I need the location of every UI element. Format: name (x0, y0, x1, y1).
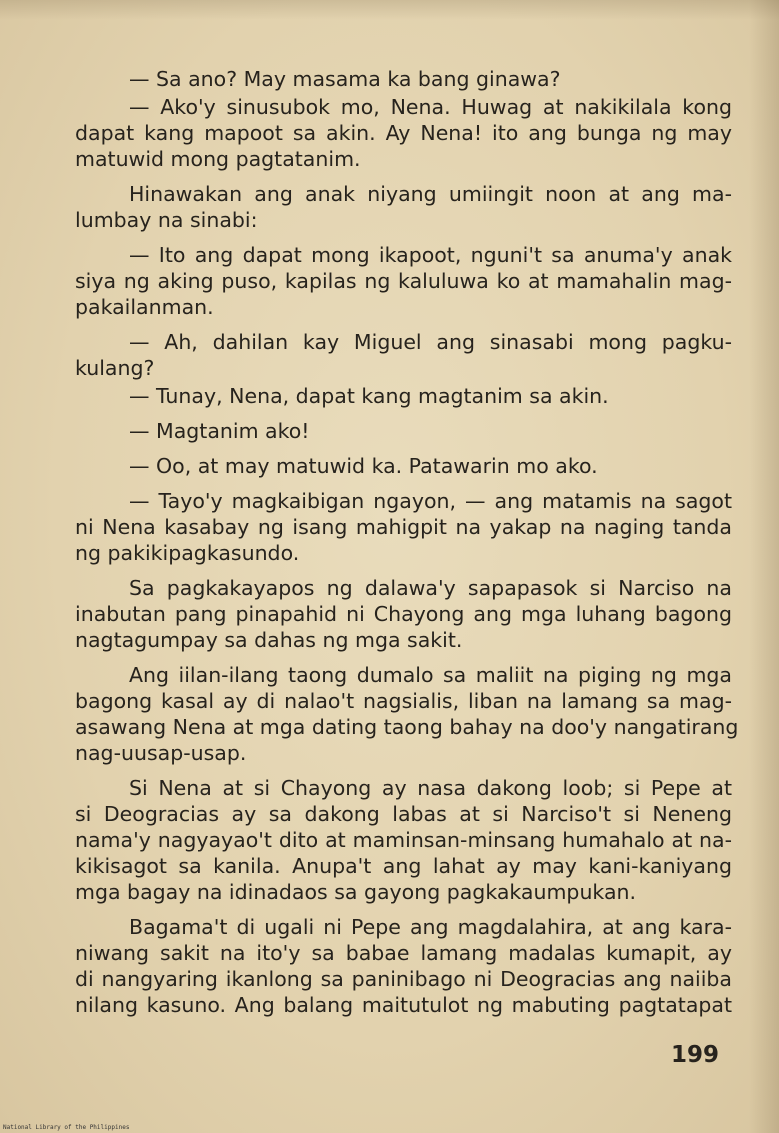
text-line: mga bagay na idinadaos sa gayong pagkakaumpukan. (75, 880, 637, 904)
paragraph (75, 242, 732, 320)
page-edge-shadow (749, 0, 779, 1133)
text-line: — Oo, at may matuwid ka. Patawarin mo ako. (129, 454, 598, 478)
text-line: nilang kasuno. Ang balang maitutulot ng mabuting pagtatapat (75, 993, 732, 1017)
page-top-shadow (0, 0, 779, 20)
text-line: — Ito ang dapat mong ikapoot, nguni't sa anuma'y anak (129, 243, 732, 267)
text-line: pakailanman. (75, 295, 214, 319)
paragraph (75, 662, 739, 766)
paragraph (75, 914, 732, 1018)
text-line: Si Nena at si Chayong ay nasa dakong loob; si Pepe at (129, 776, 732, 800)
text-line: si Deogracias ay sa dakong labas at si Narciso't si Neneng (75, 802, 732, 826)
text-line: — Magtanim ako! (129, 419, 310, 443)
text-line: Hinawakan ang anak niyang umiingit noon at ang ma- (129, 182, 732, 206)
text-line: ng pakikipagkasundo. (75, 541, 300, 565)
text-line: matuwid mong pagtatanim. (75, 147, 361, 171)
paragraph (75, 181, 732, 233)
paragraph (75, 488, 732, 566)
text-line: bagong kasal ay di nalao't nagsialis, liban na lamang sa mag- (75, 689, 732, 713)
text-line: niwang sakit na ito'y sa babae lamang madalas kumapit, ay (75, 941, 732, 965)
paragraph (75, 418, 732, 444)
paragraph (75, 66, 732, 92)
page-text (75, 66, 739, 1027)
text-line: dapat kang mapoot sa akin. Ay Nena! ito ang bunga ng may (75, 121, 732, 145)
library-stamp: National Library of the Philippines (3, 1124, 130, 1131)
text-line: — Tayo'y magkaibigan ngayon, — ang matamis na sagot (129, 489, 732, 513)
text-line: Ang iilan-ilang taong dumalo sa maliit na piging ng mga (129, 663, 732, 687)
text-line: inabutan pang pinapahid ni Chayong ang mga luhang bagong (75, 602, 732, 626)
text-line: siya ng aking puso, kapilas ng kaluluwa ko at mamahalin mag- (75, 269, 732, 293)
paragraph (75, 453, 732, 479)
paragraph (75, 575, 732, 653)
text-line: — Ako'y sinusubok mo, Nena. Huwag at nakikilala kong (129, 95, 732, 119)
text-line: nag-uusap-usap. (75, 741, 247, 765)
text-line: asawang Nena at mga dating taong bahay na doo'y nangatirang (75, 715, 739, 739)
text-line: Sa pagkakayapos ng dalawa'y sapapasok si Narciso na (129, 576, 732, 600)
text-line: — Tunay, Nena, dapat kang magtanim sa akin. (129, 384, 609, 408)
text-line: — Ah, dahilan kay Miguel ang sinasabi mong pagku- (129, 330, 732, 354)
text-line: nama'y nagyayao't dito at maminsan-minsang humahalo at na- (75, 828, 732, 852)
text-line: — Sa ano? May masama ka bang ginawa? (129, 67, 561, 91)
text-line: kulang? (75, 356, 155, 380)
text-line: ni Nena kasabay ng isang mahigpit na yakap na naging tanda (75, 515, 732, 539)
paragraph (75, 383, 732, 409)
paragraph (75, 329, 732, 381)
text-line: lumbay na sinabi: (75, 208, 258, 232)
text-line: nagtagumpay sa dahas ng mga sakit. (75, 628, 463, 652)
text-line: kikisagot sa kanila. Anupa't ang lahat ay may kani-kaniyang (75, 854, 732, 878)
paragraph (75, 94, 732, 172)
paragraph (75, 775, 732, 905)
page-number: 199 (671, 1042, 720, 1068)
text-line: Bagama't di ugali ni Pepe ang magdalahira, at ang kara- (129, 915, 732, 939)
text-line: di nangyaring ikanlong sa paninibago ni Deogracias ang naiiba (75, 967, 732, 991)
